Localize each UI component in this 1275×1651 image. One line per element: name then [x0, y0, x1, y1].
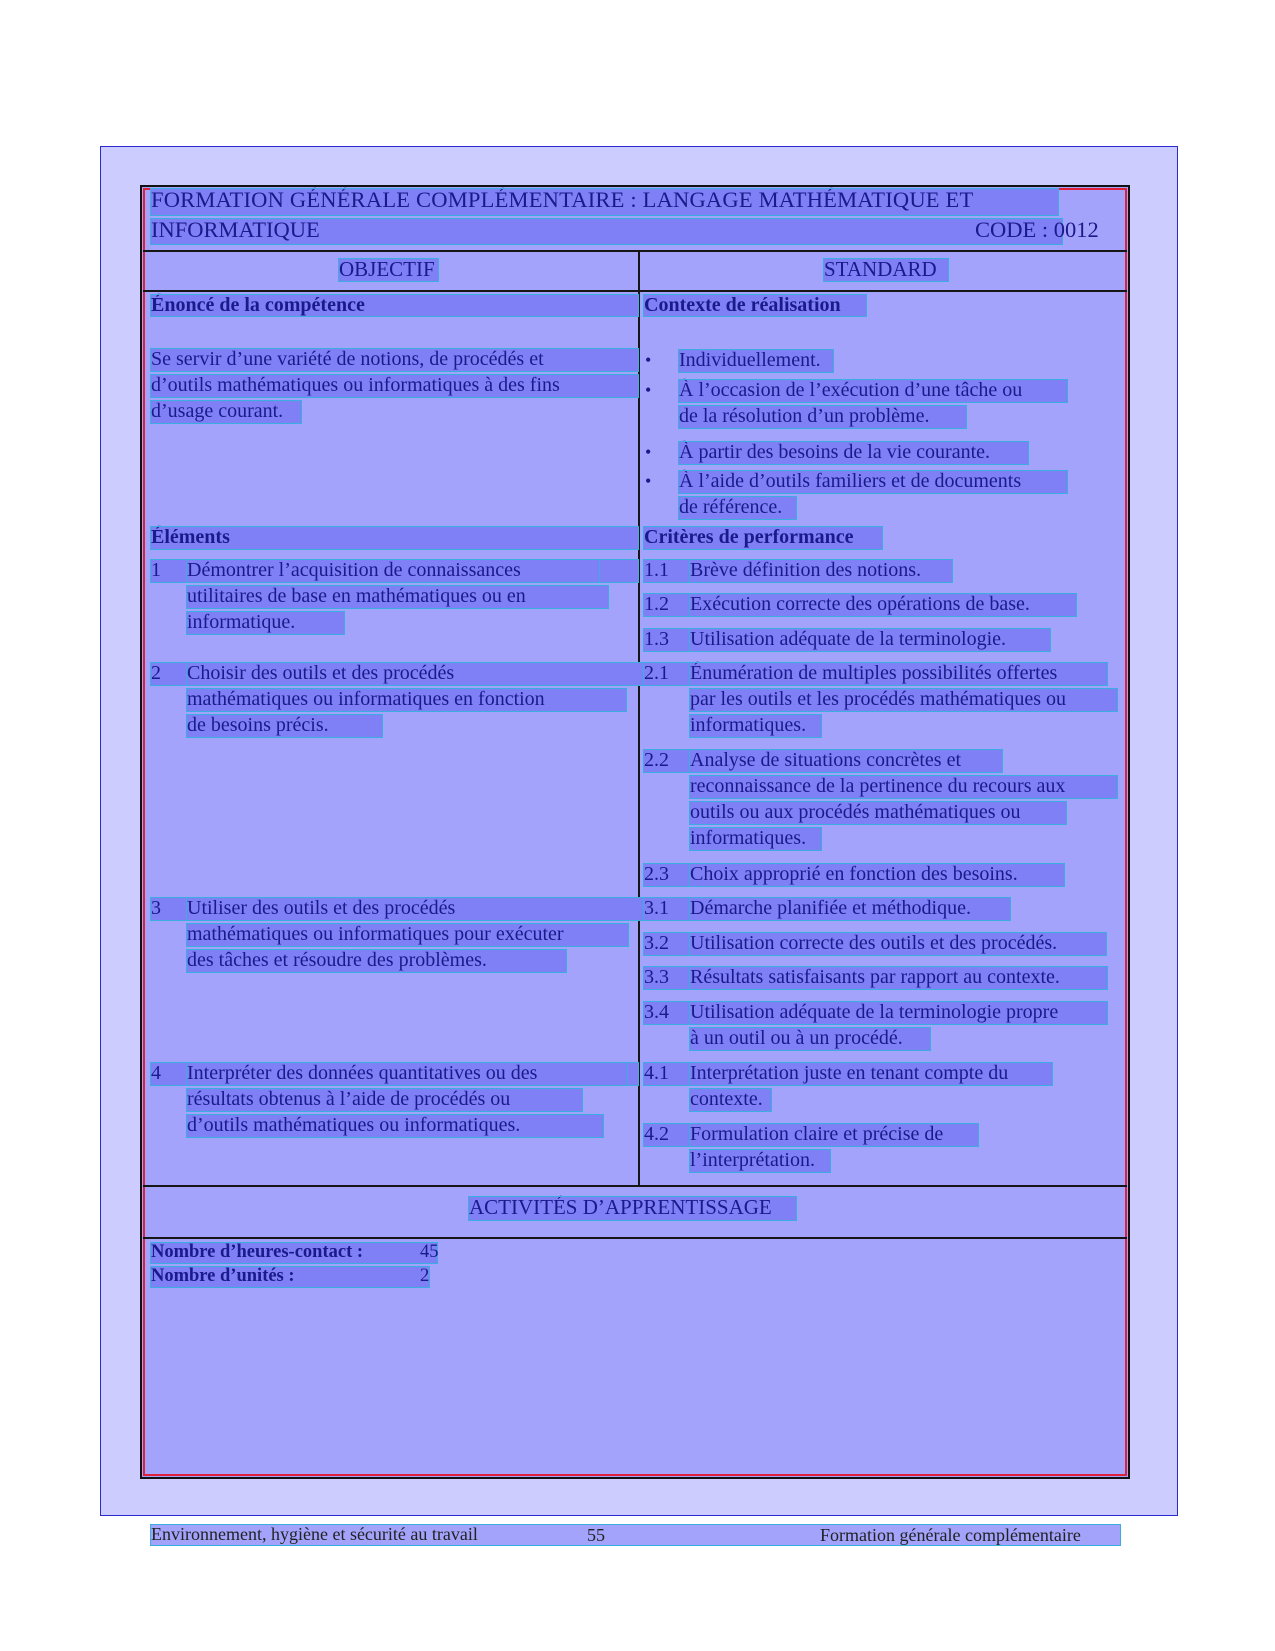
criterion-line: outils ou aux procédés mathématiques ou [690, 802, 1066, 824]
criterion-line: à un outil ou à un procédé. [690, 1028, 930, 1050]
criterion-number: 2.3 [644, 864, 1064, 886]
context-bullet: • [645, 380, 652, 400]
criterion-line: Utilisation adéquate de la terminologie. [690, 629, 1050, 651]
element-line: résultats obtenus à l’aide de procédés ou [187, 1089, 582, 1111]
criterion-number: 4.1 [644, 1063, 1052, 1085]
criterion-line: Analyse de situations concrètes et [690, 750, 1002, 772]
criterion-number: 2.2 [644, 750, 1002, 772]
context-line: Individuellement. [679, 350, 833, 372]
footer-page-number: 55 [587, 1525, 605, 1545]
element-line: utilitaires de base en mathématiques ou en [187, 586, 608, 608]
criterion-number: 1.2 [644, 594, 1076, 616]
activities-title: ACTIVITÉS D’APPRENTISSAGE [469, 1197, 796, 1220]
course-code: CODE : 0012 [975, 217, 1099, 242]
footer-left: Environnement, hygiène et sécurité au travail [151, 1525, 1120, 1545]
units-value: 2 [420, 1266, 430, 1286]
criterion-line: Utilisation correcte des outils et des procédés. [690, 933, 1106, 955]
context-line: À l’occasion de l’exécution d’une tâche ou [679, 380, 1067, 402]
rule-activities-top [143, 1185, 1127, 1187]
criterion-number: 1.3 [644, 629, 1050, 651]
criterion-number: 1.1 [644, 560, 952, 582]
footer-right: Formation générale complémentaire [820, 1525, 1081, 1545]
element-number: 2 [151, 663, 638, 685]
criterion-number: 3.1 [644, 898, 1010, 920]
criterion-line: informatiques. [690, 715, 821, 737]
criterion-line: reconnaissance de la pertinence du recours aux [690, 776, 1117, 798]
context-line: À l’aide d’outils familiers et de documents [679, 471, 1067, 493]
context-line: de référence. [679, 497, 796, 519]
hours-value: 45 [420, 1242, 439, 1262]
column-header-standard: STANDARD [824, 259, 948, 281]
element-line: Interpréter des données quantitatives ou des [187, 1063, 627, 1085]
criteria-heading: Critères de performance [644, 527, 882, 549]
element-number: 4 [151, 1063, 638, 1085]
criterion-line: informatiques. [690, 828, 821, 850]
context-heading: Contexte de réalisation [644, 295, 866, 316]
criterion-line: Exécution correcte des opérations de base. [690, 594, 1076, 616]
criterion-line: Formulation claire et précise de [690, 1124, 978, 1146]
competence-heading: Énoncé de la compétence [151, 295, 638, 316]
header-title-line1: FORMATION GÉNÉRALE COMPLÉMENTAIRE : LANGAGE MATHÉMATIQUE ET [151, 189, 1058, 215]
element-line: des tâches et résoudre des problèmes. [187, 950, 566, 972]
criterion-number: 3.2 [644, 933, 1106, 955]
elements-heading: Éléments [151, 527, 638, 549]
element-line: Choisir des outils et des procédés [187, 663, 672, 685]
criterion-line: par les outils et les procédés mathématiques ou [690, 689, 1117, 711]
context-bullet: • [645, 350, 652, 370]
header-title-line2: INFORMATIQUE [151, 219, 1062, 244]
context-line: de la résolution d’un problème. [679, 406, 966, 428]
competence-line: d’usage courant. [151, 401, 301, 423]
criterion-line: Choix approprié en fonction des besoins. [690, 864, 1064, 886]
criterion-line: Brève définition des notions. [690, 560, 952, 582]
criterion-number: 3.3 [644, 967, 1107, 989]
competence-line: Se servir d’une variété de notions, de procédés et [151, 349, 638, 371]
hours-label: Nombre d’heures-contact : [151, 1243, 437, 1263]
element-line: d’outils mathématiques ou informatiques. [187, 1115, 603, 1137]
element-line: Utiliser des outils et des procédés [187, 898, 674, 920]
competence-line: d’outils mathématiques ou informatiques à des fins [151, 375, 638, 397]
criterion-line: Énumération de multiples possibilités offertes [690, 663, 1107, 685]
criterion-line: Interprétation juste en tenant compte du [690, 1063, 1052, 1085]
element-line: de besoins précis. [187, 715, 382, 737]
element-line: Démontrer l’acquisition de connaissances [187, 560, 599, 582]
element-line: mathématiques ou informatiques pour exécuter [187, 924, 628, 946]
units-label: Nombre d’unités : [151, 1267, 429, 1287]
rule-activities-bottom [143, 1237, 1127, 1239]
criterion-number: 4.2 [644, 1124, 978, 1146]
column-header-objectif: OBJECTIF [339, 259, 438, 281]
rule-header-bottom [143, 250, 1127, 252]
element-number: 3 [151, 898, 638, 920]
rule-columns-bottom [143, 290, 1127, 292]
criterion-number: 2.1 [644, 663, 1107, 685]
element-line: mathématiques ou informatiques en fonction [187, 689, 626, 711]
element-line: informatique. [187, 612, 344, 634]
context-bullet: • [645, 471, 652, 491]
rule-column-divider [638, 251, 640, 1186]
criterion-line: l’interprétation. [690, 1150, 830, 1172]
criterion-number: 3.4 [644, 1002, 1107, 1024]
criterion-line: Utilisation adéquate de la terminologie propre [690, 1002, 1107, 1024]
criterion-line: Démarche planifiée et méthodique. [690, 898, 1010, 920]
criterion-line: Résultats satisfaisants par rapport au contexte. [690, 967, 1107, 989]
criterion-line: contexte. [690, 1089, 771, 1111]
context-line: À partir des besoins de la vie courante. [679, 442, 1028, 464]
context-bullet: • [645, 442, 652, 462]
element-number: 1 [151, 560, 638, 582]
